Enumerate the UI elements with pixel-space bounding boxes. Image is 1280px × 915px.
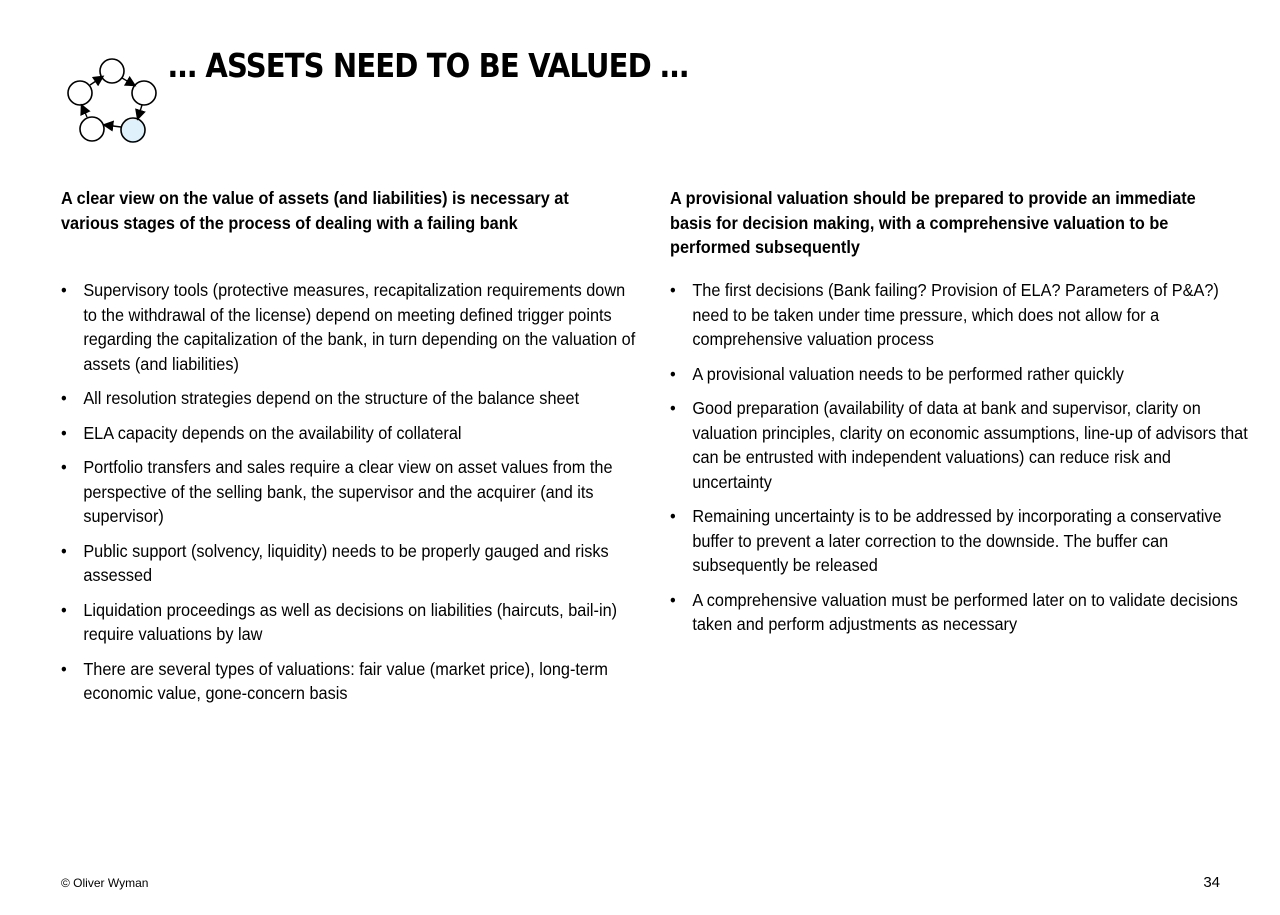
list-item: • There are several types of valuations: fair value (market price), long-term economic value, gone-concern basis (61, 658, 608, 703)
copyright-footer: © Oliver Wyman (61, 876, 149, 890)
bullet-icon: • (61, 599, 67, 620)
bullet-icon: • (670, 398, 676, 418)
list-item: • A comprehensive valuation must be performed later on to validate decisions taken and perform adjustments as necessary (670, 589, 1238, 634)
page-number: 34 (1203, 874, 1220, 891)
list-item: • Portfolio transfers and sales require a clear view on asset values from the perspective of the selling bank, the supervisor and the acquirer (and its supervisor) (61, 457, 613, 526)
right-column-heading: A provisional valuation should be prepared to provide an immediate basis for decision making, with a comprehensive valuation to be performed subsequently (670, 188, 1196, 257)
list-item: • Liquidation proceedings as well as decisions on liabilities (haircuts, bail-in) require valuations by law (61, 599, 618, 644)
bullet-icon: • (61, 540, 67, 561)
left-column-heading: A clear view on the value of assets (and liabilities) is necessary at various stages of the process of dealing with a failing bank (61, 188, 569, 233)
list-item: • The first decisions (Bank failing? Provision of ELA? Parameters of P&A?) need to be taken under time pressure, which does not allow for a comprehensive valuation process (670, 280, 1219, 349)
right-bullet-list (670, 278, 1248, 637)
list-item: • Supervisory tools (protective measures, recapitalization requirements down to the withdrawal of the license) depend on meeting defined trigger points regarding the capitalization of the bank, in turn depending on the valuation of assets (and liabilities) (61, 280, 636, 374)
bullet-icon: • (61, 658, 67, 679)
page-title: … ASSETS NEED TO BE VALUED … (168, 46, 689, 85)
list-item: • Good preparation (availability of data at bank and supervisor, clarity on valuation principles, clarity on economic assumptions, line-up of advisors that can be entrusted with independent valuations) can reduce risk and uncertainty (670, 398, 1248, 492)
bullet-icon: • (670, 506, 676, 526)
bullet-icon: • (61, 280, 67, 300)
list-item: • Remaining uncertainty is to be addressed by incorporating a conservative buffer to prevent a later correction to the downside. The buffer can subsequently be released (670, 506, 1222, 575)
bullet-icon: • (61, 422, 67, 443)
left-column (61, 186, 636, 716)
left-bullet-list (61, 278, 636, 706)
list-item: • Public support (solvency, liquidity) needs to be properly gauged and risks assessed (61, 540, 609, 585)
bullet-icon: • (670, 280, 676, 300)
list-item: • A provisional valuation needs to be performed rather quickly (670, 362, 1250, 387)
right-column (670, 186, 1248, 647)
bullet-icon: • (670, 589, 676, 610)
list-item: • ELA capacity depends on the availability of collateral (61, 421, 641, 446)
bullet-icon: • (61, 457, 67, 477)
bullet-icon: • (670, 363, 676, 384)
list-item: • All resolution strategies depend on the structure of the balance sheet (61, 386, 641, 411)
bullet-icon: • (61, 388, 67, 408)
cycle-of-circles-icon (64, 55, 162, 147)
